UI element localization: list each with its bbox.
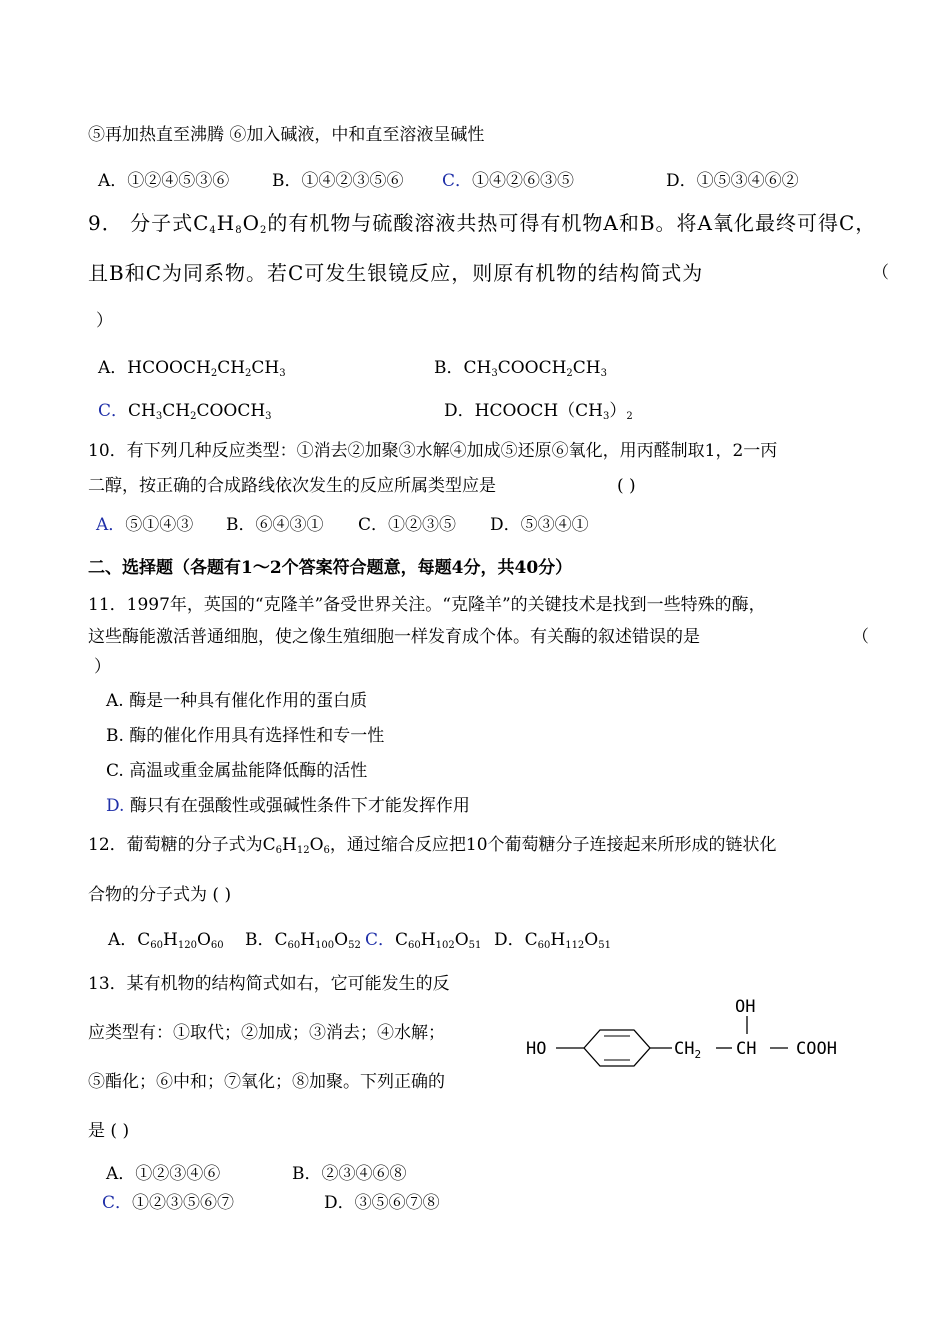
q13-line1: 13．某有机物的结构简式如右，它可能发生的反 — [88, 974, 450, 994]
q9-a-sub: 2 — [210, 368, 218, 379]
q12-b-sub: 100 — [315, 940, 335, 951]
formula-oh: OH — [735, 997, 756, 1017]
q9-option-b — [434, 357, 607, 379]
formula-cooh: COOH — [796, 1039, 837, 1059]
q12-text: 12．葡萄糖的分子式为C — [88, 835, 276, 855]
q12-d-text: O — [584, 930, 599, 950]
q9-a-sub: 3 — [279, 368, 286, 379]
q10-option-c: C．①②③⑤ — [358, 515, 457, 535]
q8-continuation: ⑤再加热直至沸腾 ⑥加入碱液，中和直至溶液呈碱性 — [88, 125, 485, 145]
q8-option-a: A．①②④⑤③⑥ — [98, 171, 230, 191]
q9-paren-open: （ — [872, 263, 889, 283]
q13-option-b: B．②③④⑥⑧ — [292, 1164, 407, 1184]
q9-text: O — [242, 211, 261, 235]
q13-line2: 应类型有：①取代；②加成；③消去；④水解； — [88, 1023, 445, 1043]
q12-option-a — [108, 929, 224, 951]
q9-sub: 2 — [260, 225, 268, 236]
q13-c-text: ①②③⑤⑥⑦ — [132, 1193, 235, 1213]
q9-a-text: A．HCOOCH — [98, 358, 211, 378]
q12-a-sub: 60 — [210, 940, 224, 951]
q13-option-a: A．①②③④⑥ — [106, 1164, 221, 1184]
q9-text: 分子式C — [130, 211, 210, 235]
q9-option-c — [98, 400, 272, 422]
q9-c-sub: 3 — [155, 411, 163, 422]
q9-text: H — [216, 211, 236, 235]
q13-option-c — [102, 1192, 234, 1214]
q9-number: 9． — [88, 211, 123, 235]
formula-ch2: $CH_2$ — [674, 1039, 702, 1061]
q12-d-sub: 51 — [598, 940, 611, 951]
q9-b-sub: 3 — [491, 368, 498, 379]
q11-option-d — [106, 795, 470, 817]
q12-option-c — [365, 929, 481, 951]
q9-line1 — [88, 212, 876, 234]
q12-c-label: C． — [365, 930, 396, 950]
q12-b-text: B．C — [245, 930, 288, 950]
q12-c-text: H — [420, 930, 436, 950]
q12-a-text: H — [163, 930, 178, 950]
q12-text: ，通过缩合反应把10个葡萄糖分子连接起来所形成的链状化 — [329, 835, 777, 855]
q12-line1 — [88, 834, 777, 856]
q12-b-sub: 52 — [348, 940, 361, 951]
q9-paren-close: ） — [96, 311, 113, 331]
q9-c-text: CH — [162, 401, 191, 421]
q12-a-sub: 120 — [177, 940, 197, 951]
q11-paren-open: （ — [852, 627, 869, 647]
q12-c-sub: 102 — [435, 940, 455, 951]
q13-c-label: C． — [102, 1193, 133, 1213]
q12-option-b — [245, 929, 361, 951]
q12-text: O — [309, 835, 324, 855]
q9-b-text: B．CH — [434, 358, 492, 378]
q10-option-d: D．⑤③④① — [490, 515, 589, 535]
q11-option-a: A. 酶是一种具有催化作用的蛋白质 — [106, 691, 368, 711]
q13-line3: ⑤酯化；⑥中和；⑦氧化；⑧加聚。下列正确的 — [88, 1072, 445, 1092]
q9-c-sub: 3 — [265, 411, 272, 422]
q8-option-c-label: C． — [442, 171, 473, 191]
q12-a-sub: 60 — [150, 940, 164, 951]
q10-line1: 10．有下列几种反应类型：①消去②加聚③水解④加成⑤还原⑥氧化，用丙醛制取1，2一丙 — [88, 441, 778, 461]
q9-sub: 8 — [235, 225, 243, 236]
q12-c-sub: 60 — [408, 940, 421, 951]
q12-option-d — [494, 929, 611, 951]
q9-c-text: CH — [128, 401, 156, 421]
q9-a-sub: 2 — [245, 368, 252, 379]
q9-b-text: COOCH — [497, 358, 567, 378]
q11-line1: 11．1997年，英国的“克隆羊”备受世界关注。“克隆羊”的关键技术是找到一些特殊的酶， — [88, 595, 766, 615]
q12-sub: 12 — [296, 845, 310, 856]
q10-a-label: A． — [96, 515, 126, 535]
q9-d-text: ） — [609, 401, 627, 421]
q11-d-label: D. — [106, 796, 125, 816]
benzene-ring — [584, 1030, 650, 1066]
q9-text: 的有机物与硫酸溶液共热可得有机物A和B。将A氧化最终可得C， — [267, 211, 877, 235]
q11-option-c: C. 高温或重金属盐能降低酶的活性 — [106, 761, 368, 781]
q8-option-d: D．①⑤③④⑥② — [666, 171, 799, 191]
q9-c-label: C． — [98, 401, 129, 421]
q12-a-text: A．C — [108, 930, 151, 950]
q10-option-a — [96, 514, 193, 536]
q11-option-b: B. 酶的催化作用具有选择性和专一性 — [106, 726, 385, 746]
q10-option-b: B．⑥④③① — [226, 515, 324, 535]
q11-line2: 这些酶能激活普通细胞，使之像生殖细胞一样发育成个体。有关酶的叙述错误的是 — [88, 627, 700, 647]
section2-title: 二、选择题（各题有1～2个答案符合题意，每题4分，共40分） — [88, 558, 573, 578]
q9-b-sub: 2 — [566, 368, 573, 379]
q12-c-text: O — [454, 930, 469, 950]
q12-d-sub: 112 — [565, 940, 585, 951]
q12-b-sub: 60 — [287, 940, 301, 951]
q12-c-sub: 51 — [468, 940, 482, 951]
q8-option-c-text: ①④②⑥③⑤ — [472, 171, 575, 191]
q9-d-text: D．HCOOCH（CH — [444, 401, 604, 421]
q9-b-sub: 3 — [600, 368, 608, 379]
q10-paren: ( ) — [617, 476, 636, 496]
q9-a-text: CH — [217, 358, 246, 378]
q9-d-sub: 2 — [626, 411, 633, 422]
q8-option-b: B．①④②③⑤⑥ — [272, 171, 404, 191]
q12-a-text: O — [196, 930, 211, 950]
q10-a-text: ⑤①④③ — [125, 515, 194, 535]
q12-d-text: H — [550, 930, 566, 950]
q12-d-sub: 60 — [537, 940, 551, 951]
q9-a-text: CH — [251, 358, 280, 378]
structural-formula — [522, 994, 862, 1074]
q13-option-d: D．③⑤⑥⑦⑧ — [324, 1193, 440, 1213]
q9-c-text: COOCH — [196, 401, 266, 421]
q13-line4: 是 ( ) — [88, 1121, 130, 1141]
q12-d-text: D．C — [494, 930, 538, 950]
q12-text: H — [282, 835, 297, 855]
formula-ch: CH — [736, 1039, 757, 1059]
q9-sub: 4 — [209, 225, 217, 236]
q9-option-a — [98, 357, 286, 379]
q10-line2: 二醇，按正确的合成路线依次发生的反应所属类型应是 — [88, 476, 496, 496]
q9-d-sub: 3 — [603, 411, 610, 422]
q11-d-text: 酶只有在强酸性或强碱性条件下才能发挥作用 — [129, 796, 470, 816]
q12-sub: 6 — [275, 845, 283, 856]
q9-c-sub: 2 — [190, 411, 197, 422]
formula-ho: HO — [526, 1039, 547, 1059]
q12-c-text: C — [395, 930, 409, 950]
q9-b-text: CH — [572, 358, 601, 378]
q8-option-c — [442, 170, 574, 192]
q9-line2: 且B和C为同系物。若C可发生银镜反应，则原有机物的结构简式为 — [88, 261, 704, 285]
q12-line2: 合物的分子式为 ( ) — [88, 885, 232, 905]
q11-paren-close: ） — [94, 657, 111, 677]
q9-option-d — [444, 400, 633, 422]
q12-b-text: O — [334, 930, 349, 950]
q12-sub: 6 — [323, 845, 330, 856]
q12-b-text: H — [300, 930, 316, 950]
